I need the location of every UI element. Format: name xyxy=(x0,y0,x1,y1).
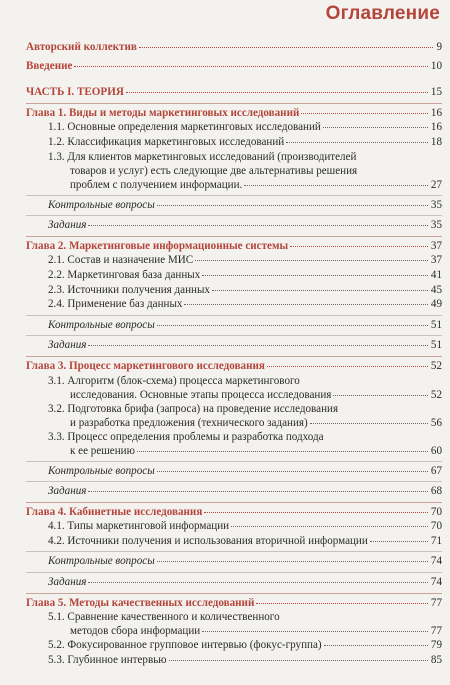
toc-page-number: 35 xyxy=(430,219,442,232)
toc-page-number: 68 xyxy=(430,485,442,498)
toc-chapter-3[interactable] xyxy=(26,359,442,374)
toc-section-3-3[interactable] xyxy=(26,430,442,458)
toc-entry-authors[interactable] xyxy=(26,40,442,55)
table-of-contents xyxy=(26,40,442,667)
dot-leader xyxy=(88,491,428,492)
toc-entry-label: 5.2. Фокусированное групповое интервью (фокус-группа) xyxy=(48,639,322,652)
dot-leader xyxy=(88,225,428,226)
dot-leader xyxy=(88,582,428,583)
toc-entry-label: Авторский коллектив xyxy=(26,41,137,53)
toc-entry-label: Глава 3. Процесс маркетингового исследования xyxy=(26,359,265,372)
toc-page-number: 74 xyxy=(430,555,442,568)
toc-page-number: 51 xyxy=(430,339,442,352)
toc-page-number: 70 xyxy=(430,505,442,518)
toc-entry-label: Глава 1. Виды и методы маркетинговых исследований xyxy=(26,106,300,119)
toc-section-2-2[interactable] xyxy=(26,268,442,283)
toc-entry-label-line1: 3.1. Алгоритм (блок-схема) процесса маркетингового xyxy=(48,374,300,387)
dot-leader xyxy=(204,512,428,513)
dot-leader xyxy=(256,603,428,604)
toc-chapter-1-tasks[interactable] xyxy=(26,218,442,233)
toc-chapter-2-tasks[interactable] xyxy=(26,338,442,353)
dot-leader xyxy=(74,66,427,67)
toc-page-number: 37 xyxy=(430,254,442,267)
toc-page-number: 51 xyxy=(430,318,442,331)
toc-section-4-1[interactable] xyxy=(26,519,442,534)
toc-chapter-3-tasks[interactable] xyxy=(26,484,442,499)
toc-page-number: 70 xyxy=(430,520,442,533)
toc-entry-label-line1: 3.2. Подготовка брифа (запроса) на проведение исследования xyxy=(48,402,339,415)
toc-page-number: 77 xyxy=(430,596,442,609)
toc-page-number: 60 xyxy=(430,444,442,457)
toc-entry-label: Введение xyxy=(26,59,73,72)
toc-chapter-5[interactable] xyxy=(26,596,442,611)
divider xyxy=(26,215,442,216)
dot-leader xyxy=(195,260,428,261)
toc-entry-label-line2: методов сбора информации xyxy=(70,625,201,638)
toc-page-number: 49 xyxy=(430,298,442,311)
toc-page-number: 71 xyxy=(430,534,442,547)
dot-leader xyxy=(157,205,428,206)
toc-section-2-1[interactable] xyxy=(26,253,442,268)
toc-chapter-4[interactable] xyxy=(26,505,442,520)
toc-page-number: 16 xyxy=(430,106,442,119)
toc-chapter-3-questions[interactable] xyxy=(26,464,442,479)
divider xyxy=(26,551,442,552)
toc-entry-label: Контрольные вопросы xyxy=(48,198,155,211)
toc-entry-label: Глава 5. Методы качественных исследований xyxy=(26,596,255,609)
dot-leader xyxy=(267,366,428,367)
dot-leader xyxy=(169,660,428,661)
toc-page-number: 79 xyxy=(430,639,442,652)
toc-page-number: 67 xyxy=(430,464,442,477)
toc-section-1-1[interactable] xyxy=(26,120,442,135)
toc-entry-label: ЧАСТЬ I. ТЕОРИЯ xyxy=(26,86,124,99)
toc-page-number: 77 xyxy=(430,625,442,638)
toc-entry-label-line1: 3.3. Процесс определения проблемы и разработка подхода xyxy=(48,430,324,443)
dot-leader xyxy=(290,246,428,247)
toc-page-number: 52 xyxy=(430,359,442,372)
dot-leader xyxy=(157,325,428,326)
toc-section-3-1[interactable] xyxy=(26,374,442,402)
page-title: Оглавление xyxy=(325,3,440,24)
toc-chapter-1-questions[interactable] xyxy=(26,198,442,213)
divider xyxy=(26,481,442,482)
divider xyxy=(26,103,442,104)
toc-page-number: 18 xyxy=(430,135,442,148)
toc-chapter-4-questions[interactable] xyxy=(26,554,442,569)
toc-chapter-2[interactable] xyxy=(26,239,442,254)
toc-entry-label: Глава 4. Кабинетные исследования xyxy=(26,505,203,518)
toc-section-3-2[interactable] xyxy=(26,402,442,430)
toc-entry-label: 2.4. Применение баз данных xyxy=(48,298,183,311)
toc-page-number: 35 xyxy=(430,198,442,211)
dot-leader xyxy=(202,275,428,276)
toc-entry-label: Глава 2. Маркетинговые информационные системы xyxy=(26,239,289,252)
toc-page-number: 56 xyxy=(430,416,442,429)
toc-entry-label-line2: и разработка предложения (технического задания) xyxy=(70,416,308,429)
toc-entry-label: 1.2. Классификация маркетинговых исследований xyxy=(48,135,285,148)
toc-entry-label: 2.3. Источники получения данных xyxy=(48,283,210,296)
dot-leader xyxy=(139,47,434,48)
dot-leader xyxy=(157,471,428,472)
toc-entry-label: 1.1. Основные определения маркетинговых исследований xyxy=(48,121,321,134)
toc-entry-label-line1: 5.1. Сравнение качественного и количественного xyxy=(48,611,280,624)
divider xyxy=(26,593,442,594)
toc-entry-label: Задания xyxy=(48,576,87,589)
toc-page-number: 15 xyxy=(430,86,442,99)
toc-entry-label-line2: к ее решению xyxy=(70,444,135,457)
dot-leader xyxy=(310,423,428,424)
toc-section-2-4[interactable] xyxy=(26,297,442,312)
toc-entry-label: Контрольные вопросы xyxy=(48,318,155,331)
toc-page-number: 9 xyxy=(436,41,442,53)
toc-section-5-2[interactable] xyxy=(26,638,442,653)
toc-page-number: 16 xyxy=(430,121,442,134)
divider xyxy=(26,335,442,336)
toc-section-1-3[interactable] xyxy=(26,150,442,192)
toc-part-1[interactable] xyxy=(26,85,442,100)
toc-entry-label: Задания xyxy=(48,339,87,352)
divider xyxy=(26,461,442,462)
toc-section-5-1[interactable] xyxy=(26,610,442,638)
dot-leader xyxy=(301,113,428,114)
toc-entry-label: Контрольные вопросы xyxy=(48,464,155,477)
toc-page-number: 52 xyxy=(430,388,442,401)
toc-entry-label-line2: исследования. Основные этапы процесса исследования xyxy=(70,388,332,401)
dot-leader xyxy=(370,541,428,542)
dot-leader xyxy=(88,345,428,346)
toc-page-number: 45 xyxy=(430,283,442,296)
divider xyxy=(26,236,442,237)
dot-leader xyxy=(324,645,428,646)
toc-chapter-1[interactable] xyxy=(26,106,442,121)
divider xyxy=(26,315,442,316)
divider xyxy=(26,572,442,573)
toc-entry-label-line2: товаров и услуг) есть следующие две альтернативы решения xyxy=(70,164,358,177)
toc-entry-label: 2.2. Маркетинговая база данных xyxy=(48,268,201,281)
dot-leader xyxy=(286,142,428,143)
dot-leader xyxy=(231,526,428,527)
toc-page-number: 10 xyxy=(430,59,442,72)
toc-section-2-3[interactable] xyxy=(26,283,442,298)
toc-page-number: 41 xyxy=(430,268,442,281)
toc-entry-label: Контрольные вопросы xyxy=(48,555,155,568)
dot-leader xyxy=(202,631,428,632)
dot-leader xyxy=(184,304,427,305)
toc-entry-label: Задания xyxy=(48,485,87,498)
divider xyxy=(26,195,442,196)
toc-entry-label: 4.2. Источники получения и использования вторичной информации xyxy=(48,534,368,547)
toc-entry-intro[interactable] xyxy=(26,59,442,74)
dot-leader xyxy=(212,290,428,291)
toc-chapter-4-tasks[interactable] xyxy=(26,575,442,590)
toc-section-5-3[interactable] xyxy=(26,653,442,668)
toc-entry-label-line1: 1.3. Для клиентов маркетинговых исследований (производителей xyxy=(48,150,357,163)
toc-page-number: 37 xyxy=(430,239,442,252)
toc-page-number: 27 xyxy=(430,178,442,191)
toc-entry-label: 4.1. Типы маркетинговой информации xyxy=(48,520,230,533)
toc-entry-label: 5.3. Глубинное интервью xyxy=(48,653,167,666)
dot-leader xyxy=(137,451,428,452)
toc-entry-label: Задания xyxy=(48,219,87,232)
dot-leader xyxy=(157,561,428,562)
toc-entry-label-line3: проблем с получением информации. xyxy=(70,178,243,191)
toc-section-4-2[interactable] xyxy=(26,534,442,549)
dot-leader xyxy=(333,395,428,396)
toc-section-1-2[interactable] xyxy=(26,135,442,150)
toc-chapter-2-questions[interactable] xyxy=(26,318,442,333)
toc-page-number: 85 xyxy=(430,653,442,666)
divider xyxy=(26,502,442,503)
dot-leader xyxy=(323,127,428,128)
toc-page-number: 74 xyxy=(430,576,442,589)
dot-leader xyxy=(244,185,428,186)
dot-leader xyxy=(126,92,428,93)
toc-entry-label: 2.1. Состав и назначение МИС xyxy=(48,254,194,267)
divider xyxy=(26,356,442,357)
